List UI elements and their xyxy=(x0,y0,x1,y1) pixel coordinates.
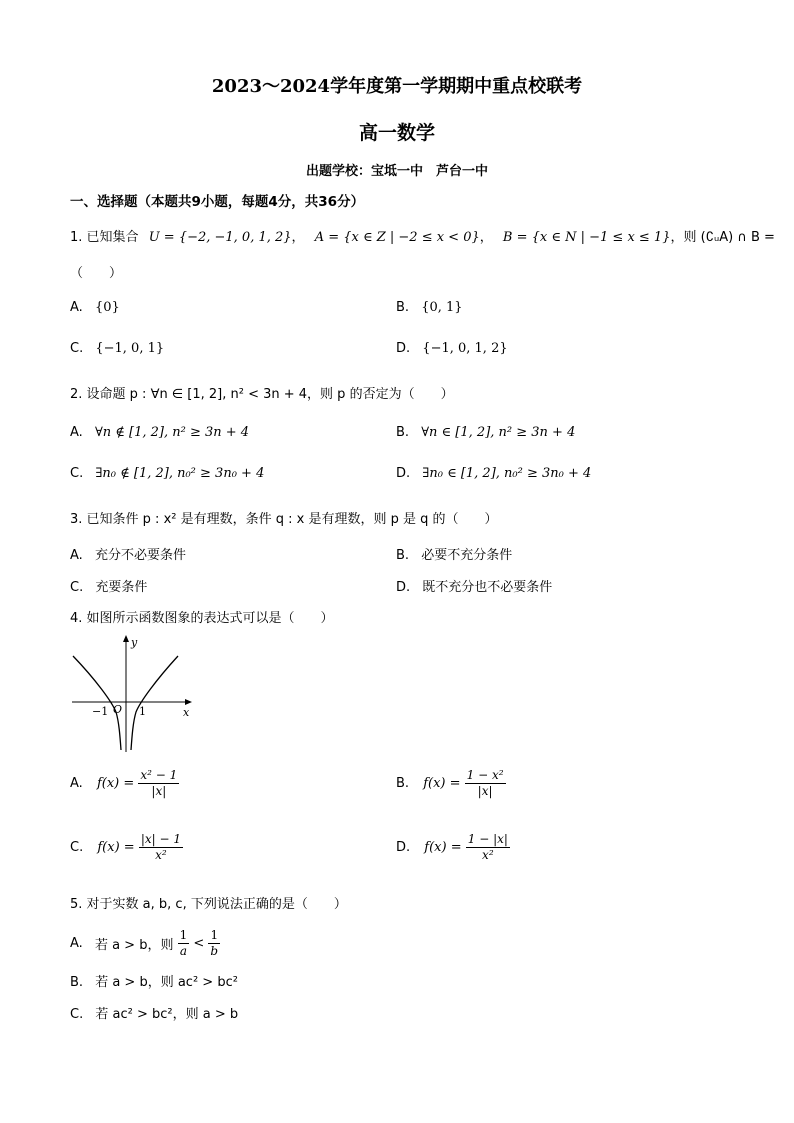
option-label: D. xyxy=(396,840,411,855)
option-text: {0} xyxy=(94,300,120,315)
option-lhs: f(x) = xyxy=(97,840,135,855)
q4-stem: 4. 如图所示函数图象的表达式可以是（ ） xyxy=(70,611,334,626)
tick-label-one: 1 xyxy=(139,705,146,718)
y-axis-arrow xyxy=(123,635,129,642)
exam-schools: 出题学校：宝坻一中 芦台一中 xyxy=(305,164,488,179)
option-lhs: f(x) = xyxy=(423,776,461,791)
q5-stem: 5. 对于实数 a, b, c, 下列说法正确的是（ ） xyxy=(70,897,347,912)
q3-option-d[interactable] xyxy=(396,576,552,595)
option-label: C. xyxy=(70,580,84,595)
option-label: A. xyxy=(70,425,83,440)
option-label: B. xyxy=(396,425,410,440)
option-label: A. xyxy=(70,548,83,563)
q4-option-b[interactable] xyxy=(396,768,506,799)
x-axis-label: x xyxy=(183,706,190,719)
q4-option-c[interactable] xyxy=(70,832,183,863)
y-axis-label: y xyxy=(131,636,138,649)
q2-option-b[interactable] xyxy=(396,425,575,440)
fraction-denominator: b xyxy=(210,944,219,958)
option-fraction-right xyxy=(208,928,220,959)
q1-set-a: A = {x ∈ Z | −2 ≤ x < 0} xyxy=(314,230,480,245)
fraction-numerator: 1 xyxy=(210,928,219,942)
option-label: D. xyxy=(396,466,411,481)
option-text: 必要不充分条件 xyxy=(421,548,513,563)
q1-set-u: U = {−2, −1, 0, 1, 2} xyxy=(148,230,292,245)
option-text: ∃n₀ ∈ [1, 2], n₀² ≥ 3n₀ + 4 xyxy=(422,466,592,481)
option-text: ∃n₀ ∉ [1, 2], n₀² ≥ 3n₀ + 4 xyxy=(95,466,265,481)
option-label: C. xyxy=(70,1007,84,1022)
function-graph xyxy=(68,632,198,756)
exam-subject: 高一数学 xyxy=(358,122,435,144)
q1-set-b: B = {x ∈ N | −1 ≤ x ≤ 1} xyxy=(502,230,671,245)
option-fraction xyxy=(466,832,510,863)
option-text: 充要条件 xyxy=(95,580,148,595)
q4-option-d[interactable] xyxy=(396,832,510,863)
curve-right-branch xyxy=(131,656,178,750)
fraction-numerator: 1 − |x| xyxy=(467,832,508,846)
option-text: ∀n ∈ [1, 2], n² ≥ 3n + 4 xyxy=(421,425,576,440)
q2-option-c[interactable] xyxy=(70,466,264,481)
option-premise: 若 a > b，则 xyxy=(94,938,174,953)
option-label: D. xyxy=(396,341,411,356)
q5-option-b[interactable] xyxy=(70,971,238,990)
option-fraction xyxy=(465,768,506,799)
q1-option-c[interactable] xyxy=(70,341,164,356)
exam-title: 2023～2024学年度第一学期期中重点校联考 xyxy=(211,76,583,97)
fraction-denominator: x² xyxy=(482,848,494,862)
q3-option-b[interactable] xyxy=(396,544,512,563)
x-axis-arrow xyxy=(185,699,192,705)
option-text: 若 ac² > bc²，则 a > b xyxy=(95,1007,239,1022)
fraction-denominator: a xyxy=(179,944,187,958)
q3-stem: 3. 已知条件 p : x² 是有理数，条件 q : x 是有理数，则 p 是 q 的（ ） xyxy=(70,512,498,527)
q2-stem: 2. 设命题 p : ∀n ∈ [1, 2], n² < 3n + 4，则 p 的否定为（ ） xyxy=(70,387,454,402)
option-fraction xyxy=(139,832,183,863)
q2-option-a[interactable] xyxy=(70,425,249,440)
q1-paren: （ ） xyxy=(70,266,123,281)
origin-label: O xyxy=(113,703,123,716)
option-label: C. xyxy=(70,840,84,855)
option-label: A. xyxy=(70,300,83,315)
option-label: C. xyxy=(70,341,84,356)
option-label: C. xyxy=(70,466,84,481)
option-label: B. xyxy=(396,300,410,315)
q1-option-a[interactable] xyxy=(70,300,120,315)
fraction-numerator: |x| − 1 xyxy=(140,832,181,846)
q3-option-c[interactable] xyxy=(70,576,147,595)
option-label: D. xyxy=(396,580,411,595)
fraction-denominator: |x| xyxy=(151,784,167,798)
fraction-denominator: x² xyxy=(155,848,167,862)
option-fraction xyxy=(138,768,179,799)
q1-stem: 1. 已知集合 U = {−2, −1, 0, 1, 2}， A = {x ∈ Z | −2 ≤ x < 0}， B = {x ∈ N | −1 ≤ x ≤ 1}，则 (∁ᵤA) ∩ B = xyxy=(70,230,775,245)
option-label: B. xyxy=(396,548,410,563)
option-label: A. xyxy=(70,936,83,951)
option-label: B. xyxy=(70,975,84,990)
q4-option-a[interactable] xyxy=(70,768,179,799)
option-lhs: f(x) = xyxy=(424,840,462,855)
fraction-numerator: x² − 1 xyxy=(140,768,178,782)
fraction-denominator: |x| xyxy=(477,784,493,798)
q3-option-a[interactable] xyxy=(70,544,186,563)
option-label: B. xyxy=(396,776,410,791)
option-lhs: f(x) = xyxy=(96,776,135,791)
option-text: 若 a > b，则 ac² > bc² xyxy=(95,975,238,990)
fraction-numerator: 1 xyxy=(179,928,188,942)
q1-ask: ，则 (∁ᵤA) ∩ B = xyxy=(670,230,775,245)
q1-prefix: 1. 已知集合 xyxy=(70,230,139,245)
q1-option-d[interactable] xyxy=(396,341,508,356)
q5-option-c[interactable] xyxy=(70,1003,238,1022)
tick-label-neg-one: −1 xyxy=(92,705,109,718)
option-text: 既不充分也不必要条件 xyxy=(422,580,553,595)
option-fraction-left xyxy=(178,928,190,959)
option-text: ∀n ∉ [1, 2], n² ≥ 3n + 4 xyxy=(94,425,250,440)
option-text: {−1, 0, 1} xyxy=(95,341,165,356)
q1-option-b[interactable] xyxy=(396,300,463,315)
q5-option-a[interactable] xyxy=(70,928,220,959)
fraction-numerator: 1 − x² xyxy=(466,768,504,782)
option-text: 充分不必要条件 xyxy=(94,548,186,563)
q2-option-d[interactable] xyxy=(396,466,591,481)
section-title: 一、选择题（本题共9小题，每题4分，共36分） xyxy=(70,194,365,210)
option-label: A. xyxy=(70,776,83,791)
relation-sign: < xyxy=(193,936,205,951)
option-text: {0, 1} xyxy=(421,300,463,315)
option-text: {−1, 0, 1, 2} xyxy=(422,341,508,356)
